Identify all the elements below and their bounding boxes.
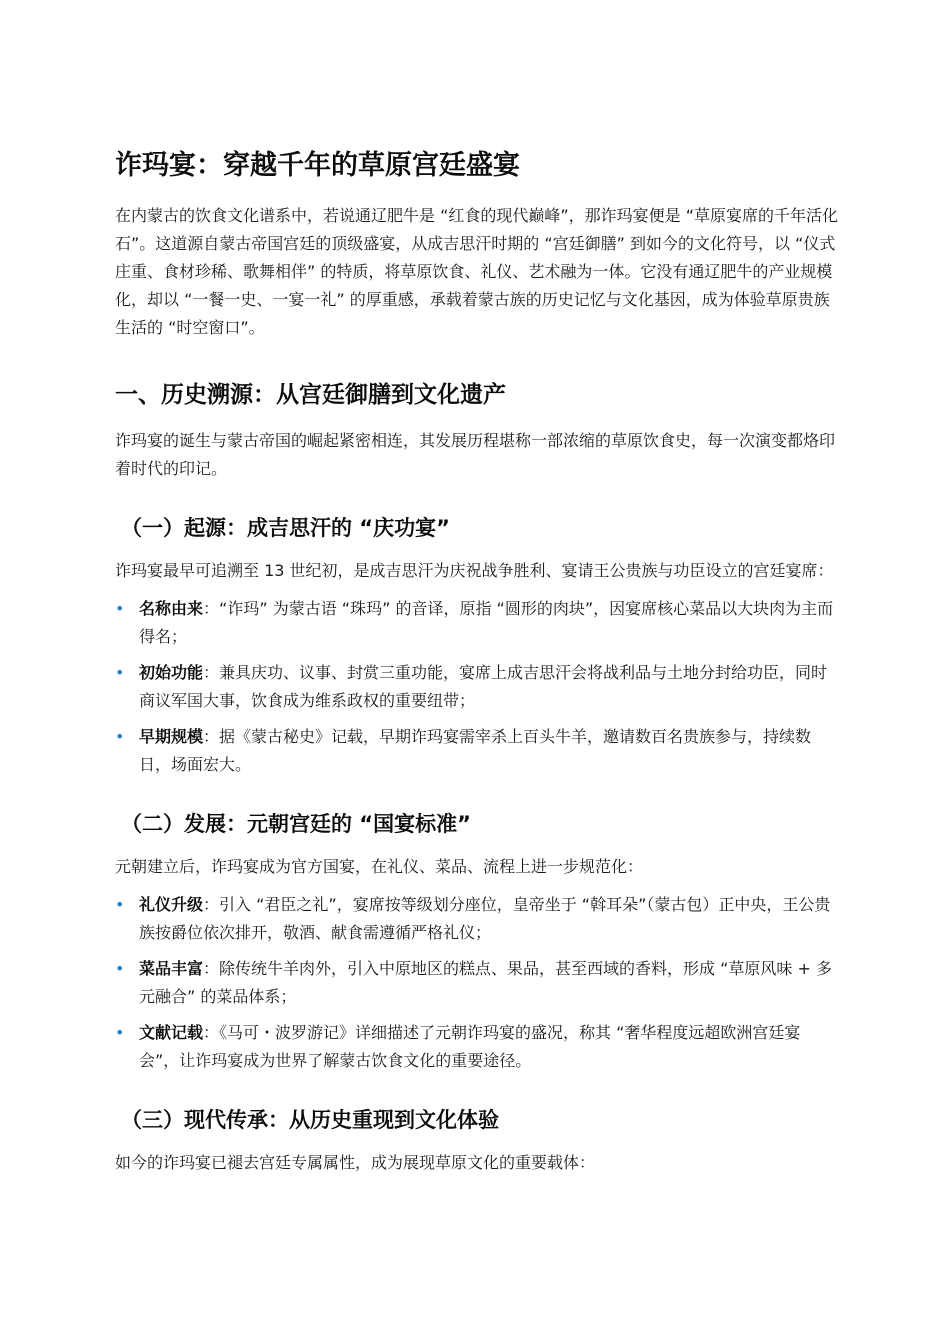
list-item-text: 据《蒙古秘史》记载，早期诈玛宴需宰杀上百头牛羊，邀请数百名贵族参与，持续数日，场面宏大。 [139, 727, 812, 774]
list-item-separator: ： [203, 959, 220, 978]
list-item-text: 兼具庆功、议事、封赏三重功能，宴席上成吉思汗会将战利品与土地分封给功臣，同时商议军国大事，饮食成为维系政权的重要纽带； [139, 663, 828, 710]
list-item [115, 595, 840, 651]
subsection-development-paragraph: 元朝建立后，诈玛宴成为官方国宴，在礼仪、菜品、流程上进一步规范化： [115, 857, 644, 876]
bullet-icon: • [115, 663, 125, 682]
list-item-term: 早期规模 [139, 727, 204, 746]
bullet-icon: • [115, 599, 125, 618]
subsection-origin-paragraph: 诈玛宴最早可追溯至 13 世纪初，是成吉思汗为庆祝战争胜利、宴请王公贵族与功臣设立的宫廷宴席： [115, 561, 834, 580]
list-item-text: “诈玛” 为蒙古语 “珠玛” 的音译，原指 “圆形的肉块”，因宴席核心菜品以大块肉为主而得名； [139, 599, 834, 646]
intro-paragraph: 在内蒙古的饮食文化谱系中，若说通辽肥牛是 “红食的现代巅峰”，那诈玛宴便是 “草原宴席的千年活化石”。这道源自蒙古帝国宫廷的顶级盛宴，从成吉思汗时期的 “宫廷御膳” 到如今的文化符号，以 “仪式庄重、食材珍稀、歌舞相伴” 的特质，将草原饮食、礼仪、艺术融为一体。它没有通辽肥牛的产业规模化，却以 “一餐一史、一宴一礼” 的厚重感，承载着蒙古族的历史记忆与文化基因，成为体验草原贵族生活的 “时空窗口”。 [115, 206, 839, 337]
list-item [115, 955, 840, 1011]
subsection-heading-development: （二）发展：元朝宫廷的 “国宴标准” [121, 812, 471, 836]
list-item-separator: ： [203, 599, 220, 618]
section-history-paragraph: 诈玛宴的诞生与蒙古帝国的崛起紧密相连，其发展历程堪称一部浓缩的草原饮食史，每一次演变都烙印着时代的印记。 [115, 431, 836, 478]
bullet-icon: • [115, 895, 125, 914]
list-item-text: 《马可・波罗游记》详细描述了元朝诈玛宴的盛况，称其 “奢华程度远超欧洲宫廷宴会”，让诈玛宴成为世界了解蒙古饮食文化的重要途径。 [139, 1023, 801, 1070]
list-item-term: 礼仪升级 [139, 895, 204, 914]
list-item [115, 659, 840, 715]
page-title: 诈玛宴：穿越千年的草原宫廷盛宴 [115, 150, 520, 181]
list-item [115, 891, 840, 947]
list-item-separator: ： [203, 1023, 220, 1042]
bullet-icon: • [115, 959, 125, 978]
bullet-icon: • [115, 727, 125, 746]
list-item-term: 菜品丰富 [139, 959, 204, 978]
subsection-modern-paragraph: 如今的诈玛宴已褪去宫廷专属属性，成为展现草原文化的重要载体： [115, 1153, 596, 1172]
subsection-heading-modern: （三）现代传承：从历史重现到文化体验 [121, 1108, 499, 1132]
list-item [115, 1019, 840, 1075]
section-heading-history: 一、历史溯源：从宫廷御膳到文化遗产 [115, 382, 506, 408]
document-page [115, 148, 840, 1177]
bullet-icon: • [115, 1023, 125, 1042]
list-item-separator: ： [203, 663, 220, 682]
list-item-separator: ： [203, 727, 220, 746]
list-item-separator: ： [203, 895, 220, 914]
list-item-text: 除传统牛羊肉外，引入中原地区的糕点、果品，甚至西域的香料，形成 “草原风味 + 多元融合” 的菜品体系； [139, 959, 832, 1006]
list-item [115, 723, 840, 779]
development-list [115, 891, 840, 1075]
list-item-term: 文献记载 [139, 1023, 204, 1042]
list-item-text: 引入 “君臣之礼”，宴席按等级划分座位，皇帝坐于 “斡耳朵”（蒙古包）正中央，王公贵族按爵位依次排开，敬酒、献食需遵循严格礼仪； [139, 895, 831, 942]
list-item-term: 初始功能 [139, 663, 204, 682]
subsection-heading-origin: （一）起源：成吉思汗的 “庆功宴” [121, 516, 450, 540]
origin-list [115, 595, 840, 779]
list-item-term: 名称由来 [139, 599, 204, 618]
